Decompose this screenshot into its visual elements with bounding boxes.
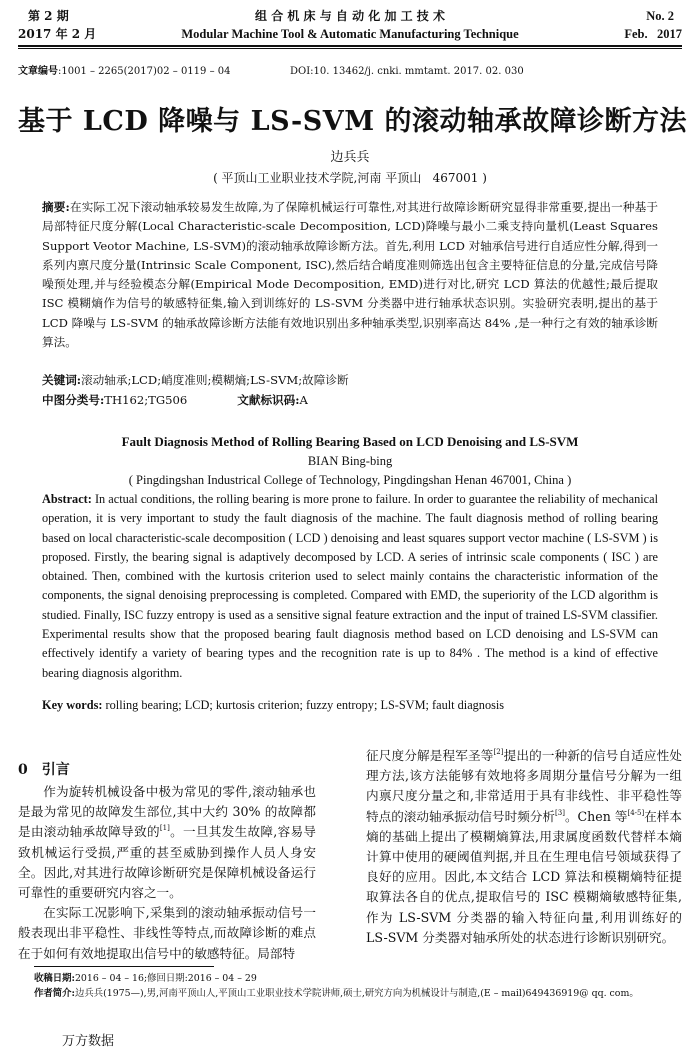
intro-paragraph-1 bbox=[18, 782, 316, 903]
intro-p1-text: 作为旋转机械设备中极为常见的零件,滚动轴承也是最为常见的故障发生部位,其中大约 30% 的故障都是由滚动轴承故障导致的 bbox=[18, 784, 316, 840]
doc-code-value: A bbox=[299, 393, 308, 407]
keywords-en-text: rolling bearing; LCD; kurtosis criterion; fuzzy entropy; LS-SVM; fault diagnosis bbox=[105, 698, 505, 712]
date-cn: 2017 年 2 月 bbox=[18, 27, 97, 41]
section-heading bbox=[18, 760, 316, 780]
journal-title-cn: 组 合 机 床 与 自 动 化 加 工 技 术 bbox=[255, 9, 445, 23]
body-left-column bbox=[18, 760, 316, 964]
footnote-rule bbox=[34, 966, 214, 967]
intro-p1-text-cont: 。一旦其发生故障,容易导致机械运行受损,严重的甚至威胁到操作人员人身安全。因此,对其进行故障诊断研究是保障机械设备运行可靠性的重要研究内容之一。 bbox=[18, 824, 316, 901]
right-text-b: 提出的一种新的信号自适应性处理方法,该方法能够有效地将多周期分量信号分解为一组内禀尺度分量之和,非常适用于具有非线性、非平稳性等特点的滚动轴承振动信号时频分析 bbox=[366, 748, 683, 824]
intro-paragraph-2: 在实际工况影响下,采集到的滚动轴承振动信号一般表现出非平稳性、非线性等特点,而故障诊断的难点在于如何有效地提取出信号中的敏感特征。局部特 bbox=[18, 905, 316, 961]
watermark: 万方数据 bbox=[62, 1034, 115, 1049]
abstract-en-label: Abstract: bbox=[42, 492, 92, 506]
footnote-dates-text: 2016 – 04 – 16;修回日期:2016 – 04 – 29 bbox=[74, 973, 257, 984]
author-en: BIAN Bing-bing bbox=[307, 454, 393, 468]
keywords-cn-text: 滚动轴承;LCD;峭度准则;模糊熵;LS-SVM;故障诊断 bbox=[81, 373, 349, 387]
article-title-cn: 基于 LCD 降噪与 LS-SVM 的滚动轴承故障诊断方法 bbox=[18, 106, 687, 137]
article-number-label: 文章编号 bbox=[18, 66, 58, 77]
header-rule-bottom bbox=[18, 48, 682, 49]
issue-number-en: No. 2 bbox=[646, 9, 674, 23]
citation-1: [1] bbox=[159, 824, 170, 833]
citation-3: [3] bbox=[555, 808, 565, 817]
abstract-en-text: In actual conditions, the rolling bearing is more prone to failure. In order to guarantee the reliability of mechanical operation, it is very important to study the fault diagnosis of the machine. The fault diagnosis method of rolling bearing based on local characteristic-scale decomposition ( LCD ) denoising and least squares support vector machine ( LS-SVM ) is proposed. Firstly, the bearing signal is adaptively decomposed by LCD. A series of intrinsic scale components ( ISC ) are obtained. Then, combined with the kurtosis criterion used to select mainly contains the characteristic information of the components, the signal denoising preprocessing is completed. Compared with EMD, the superiority of the LCD algorithm is studied. Finally, ISC fuzzy entropy is used as a sensitive signal feature extraction and the input of trained LS-SVM classifier. Experimental results show that the proposed bearing fault diagnosis method based on LCD denoising and LS-SVM can effectively identify a variety of bearing types and the recognition rate is up to 84% . The method is a kind of effective bearing diagnosis algorithm. bbox=[42, 492, 658, 680]
article-title-en: Fault Diagnosis Method of Rolling Bearing Based on LCD Denoising and LS-SVM bbox=[121, 434, 579, 449]
keywords-cn bbox=[42, 371, 658, 390]
abstract-cn-text: 在实际工况下滚动轴承较易发生故障,为了保障机械运行可靠性,对其进行故障诊断研究显得非常重要,提出一种基于局部特征尺度分解(Local Characteristic-scale Decomposition, LCD)降噪与最小二乘支持向量机(Least Squares Support Veotor Machine, LS-SVM)的滚动轴承故障诊断方法。首先,利用 LCD 对轴承信号进行自适应性分解,得到一系列内禀尺度分量(Intrinsic Scale Component, ISC),然后结合峭度准则筛选出包含主要特征信息的分量,完成信号降噪预处理,并与经验模态分解(Empirical Mode Decomposition, EMD)进行对比,研究 LCD 算法的优越性;最后提取 ISC 模糊熵作为信号的敏感特征集,输入到训练好的 LS-SVM 分类器中进行轴承状态识别。实验研究表明,提出的基于 LCD 降噪与 LS-SVM 的轴承故障诊断方法能有效地识别出多种轴承类型,识别率高达 84% ,是一种行之有效的轴承诊断算法。 bbox=[42, 200, 659, 350]
clc-value: TH162;TG506 bbox=[104, 393, 188, 407]
keywords-cn-label: 关键词: bbox=[42, 373, 82, 387]
footnote-author-label: 作者简介: bbox=[34, 988, 75, 999]
footnote-author bbox=[34, 987, 674, 1002]
issue-number-cn: 第 2 期 bbox=[28, 9, 69, 23]
footnote-dates-label: 收稿日期: bbox=[34, 973, 75, 984]
section-number: 0 bbox=[18, 762, 28, 778]
author-cn: 边兵兵 bbox=[330, 150, 370, 165]
header-rule-top bbox=[18, 45, 682, 47]
classification bbox=[42, 391, 658, 410]
journal-title-en: Modular Machine Tool & Automatic Manufacturing Technique bbox=[181, 27, 519, 41]
clc-label: 中图分类号: bbox=[42, 393, 105, 407]
right-text-d: 在样本熵的基础上提出了模糊熵算法,用隶属度函数代替样本熵计算中使用的硬阈值判据,并且在生理电信号领域获得了良好的应用。因此,本文结合 LCD 算法和模糊熵特征提取算法各自的优点,提取信号的 ISC 模糊熵敏感特征集,作为 LS-SVM 分类器的输入特征向量,利用训练好的 LS-SVM 分类器对轴承所处的状态进行诊断识别研究。 bbox=[366, 808, 683, 945]
abstract-en bbox=[42, 490, 658, 683]
right-text-c: 。Chen 等 bbox=[564, 808, 628, 824]
citation-4-5: [4-5] bbox=[627, 808, 645, 817]
right-text-a: 征尺度分解是程军圣等 bbox=[366, 748, 494, 763]
footnote-dates bbox=[34, 972, 674, 987]
keywords-en-label: Key words: bbox=[42, 698, 103, 712]
intro-paragraph-2-cont bbox=[366, 746, 682, 948]
section-title: 引言 bbox=[41, 762, 70, 778]
date-en: Feb. 2017 bbox=[624, 27, 682, 41]
affiliation-cn: ( 平顶山工业职业技术学院,河南 平顶山 467001 ) bbox=[213, 171, 487, 185]
doi: DOI:10. 13462/j. cnki. mmtamt. 2017. 02. 030 bbox=[290, 66, 524, 77]
citation-2: [2] bbox=[493, 748, 504, 756]
keywords-en bbox=[42, 696, 658, 715]
abstract-cn bbox=[42, 198, 658, 352]
article-number bbox=[18, 65, 231, 79]
footnote-author-text: 边兵兵(1975—),男,河南平顶山人,平顶山工业职业技术学院讲师,硕士,研究方向为机械设计与制造,(E – mail)649436919@ qq. com。 bbox=[74, 988, 639, 999]
body-right-column bbox=[366, 746, 682, 948]
affiliation-en: ( Pingdingshan Industrical College of Technology, Pingdingshan Henan 467001, China ) bbox=[128, 473, 572, 487]
article-number-value: :1001 – 2265(2017)02 – 0119 – 04 bbox=[58, 66, 231, 77]
doc-code-label: 文献标识码: bbox=[237, 393, 300, 407]
abstract-cn-label: 摘要: bbox=[42, 200, 70, 214]
